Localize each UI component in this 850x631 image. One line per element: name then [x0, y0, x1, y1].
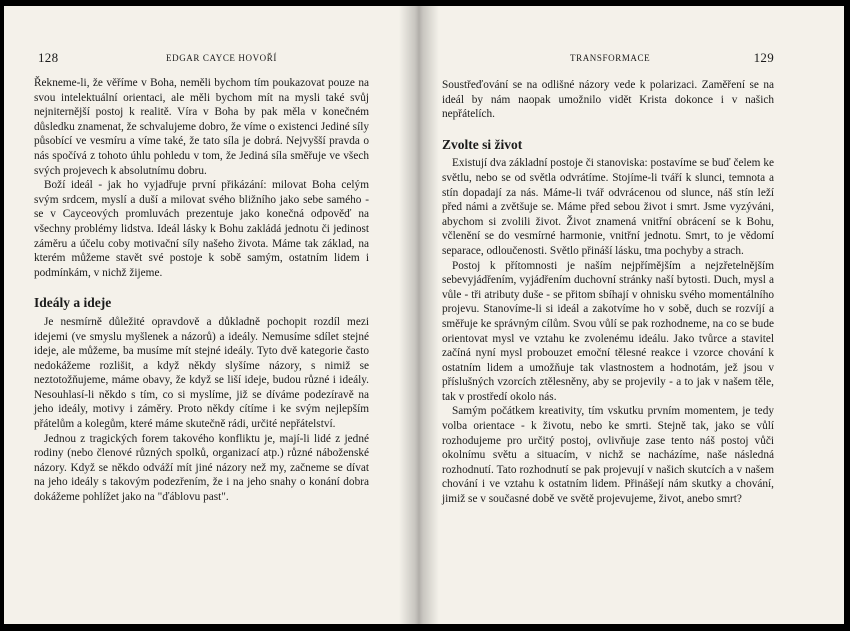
right-page-number: 129	[753, 50, 774, 65]
right-page	[442, 6, 774, 624]
left-page	[34, 6, 369, 624]
paragraph: Řekneme-li, že věříme v Boha, neměli bychom tím poukazovat pouze na svou intelektuální orientaci, ale měli bychom mít na mysli také svůj nejniternější postoj k realitě. Víra v Boha by pak měla v konečném důsledku znamenat, že schvalujeme dobro, že víme o existenci Jediné síly působící ve vesmíru a víme také, že tato síla je dobrá. Nejvyšší pravda o nás spočívá z tohoto úhlu pohledu v tom, že Jediná síla směřuje ve všech svých projevech k absolutnímu dobru.	[34, 77, 369, 177]
paragraph: Soustřeďování se na odlišné názory vede k polarizaci. Zaměření se na ideál by nám naopak umožnilo vidět Krista dokonce i v našich nepřátelích.	[442, 79, 774, 121]
right-running-head	[442, 6, 774, 65]
paragraph: Samým počátkem kreativity, tím vskutku prvním momentem, je tedy volba orientace - k životu, nebo ke smrti. Stejně tak, jako se vůlí rozhodujeme pro určitý postoj, ovlivňuje zase tento náš postoj vůči okolnímu světu a situacím, v nichž se nacházíme, naše následná rozhodnutí. Tato rozhodnutí se pak projevují v našich skutcích a v našem chování i ve vztahu k ostatním lidem. Přinášejí nám skutky a chování, jimiž se v současné době ve světě projevujeme, život, anebo smrt?	[442, 405, 774, 506]
left-running-title: EDGAR CAYCE HOVOŘÍ	[166, 53, 277, 63]
paragraph: Jednou z tragických forem takového konfliktu je, mají-li lidé z jedné rodiny (nebo členové různých spolků, organizací atp.) různé náboženské názory. Když se někdo odváží mít jiné názory než my, začneme se dívat na jeho ideály s takovým podezřením, že i na jeho snahy o konání dobra dokážeme pohlížet jako na "ďáblovu past".	[34, 432, 369, 504]
right-body-text	[442, 78, 774, 507]
left-page-number: 128	[38, 50, 59, 65]
right-running-title: TRANSFORMACE	[570, 53, 651, 63]
section-heading: Ideály a ideje	[34, 295, 112, 311]
section-heading: Zvolte si život	[442, 136, 523, 152]
paragraph: Je nesmírně důležité opravdově a důkladně pochopit rozdíl mezi idejemi (ve smyslu myšlenek a názorů) a ideály. Nemusíme sdílet stejné ideje, ale můžeme, ba musíme mít stejné ideály. Tyto dvě kategorie často nedokážeme rozlišit, a když někdy slyšíme názory, s nimiž se neztotožňujeme, máme obavy, že když se liší ideje, budou různé i ideály. Nesouhlasí-li někdo s tím, co si myslíme, již se díváme podezíravě na jeho ideály, motivy i záměry. Proto někdy cítíme i ke svým nejlepším přátelům a kolegům, které máme skutečně rádi, určité nepřátelství.	[34, 315, 369, 431]
book-spread	[4, 6, 844, 624]
paragraph: Boží ideál - jak ho vyjadřuje první přikázání: milovat Boha celým svým srdcem, myslí a duší a milovat svého bližního jako sebe samého - se v Cayceových promluvách prezentuje jako konečná odpověď na všechny problémy lidstva. Ideál lásky k Bohu zakládá jednotu či jedinost záměru a účelu coby motivační síly našeho života. Máme tak základ, na kterém můžeme stavět své postoje k sobě samým, ostatním lidem i podmínkám, v nichž žijeme.	[34, 179, 369, 279]
paragraph: Postoj k přítomnosti je naším nejpřímějším a nejzřetelnějším sebevyjádřením, vyjádřením duchovní stránky naší bytosti. Duch, mysl a vůle - tři atributy duše - se přitom sbíhají v ohnisku svého momentálního projevu. Stanovíme-li si ideál a zakotvíme ho v sobě, duch se rozvíjí a směřuje ke správným cílům. Svou vůlí se pak rozhodneme, na co se bude orientovat mysl ve vztahu ke zvolenému ideálu. Jako tvůrce a stavitel začíná nyní mysl probouzet emoční tělesné reakce i vzorce chování k ostatním lidem a umožňuje tak vlastnostem a hodnotám, jež jsou v příslušných vzorcích ztělesněny, aby se projevily - a to jak v našem těle, tak v prostředí okolo nás.	[442, 259, 774, 403]
left-running-head	[34, 6, 369, 65]
paragraph: Existují dva základní postoje či stanoviska: postavíme se buď čelem ke světlu, nebo se od světla odvrátíme. Stojíme-li tváří k slunci, temnota a stín dopadají za nás. Máme-li tvář odvrácenou od slunce, náš stín leží před námi a zvětšuje se. Máme před sebou život i smrt. Jsme vyzýváni, abychom si zvolili život. Život znamená vnitřní obrácení se k Bohu, včlenění se do vesmírné harmonie, vnitřní jednotu. Smrt, to je vědomí separace, odloučenosti. Světlo přináší lásku, tma pochyby a strach.	[442, 157, 774, 257]
left-body-text	[34, 76, 369, 505]
book-gutter-shadow	[399, 6, 439, 624]
